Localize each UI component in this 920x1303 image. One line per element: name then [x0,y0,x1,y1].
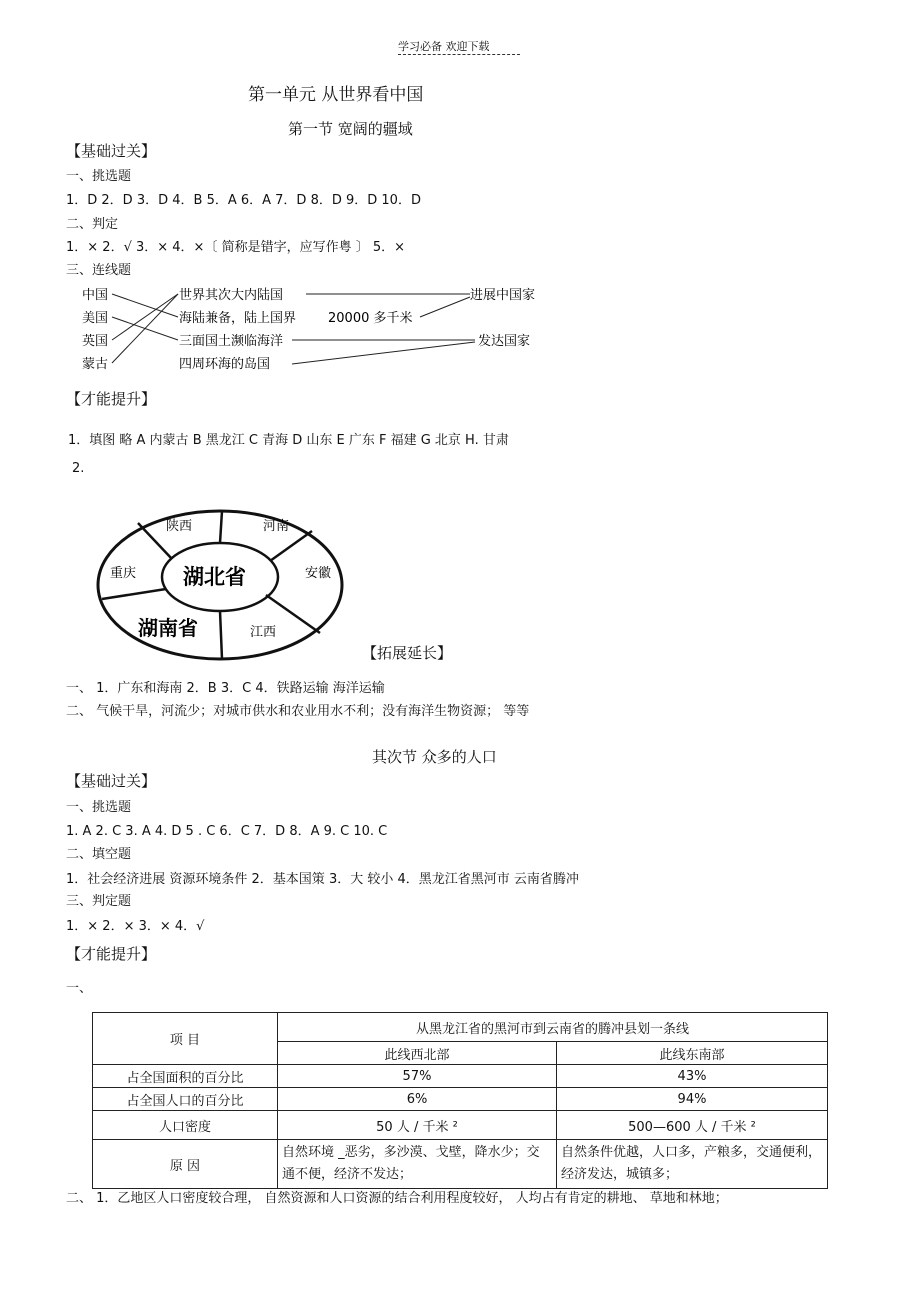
row-label-area: 占全国面积的百分比 [93,1065,278,1088]
link-seaLand-developing [420,297,470,317]
row-label-reason: 原 因 [93,1140,278,1189]
label-chongqing: 重庆 [110,566,137,581]
match-mid-2: 海陆兼备，陆上国界 [179,311,297,326]
row-density-nw: 50 人 / 千米 ² [278,1111,557,1140]
match-left-usa: 美国 [82,311,109,326]
s2-ability-1: 一、 [66,981,93,996]
match-left-uk: 英国 [82,334,109,349]
s1-extend-2: 二、 气候干旱，河流少；对城市供水和农业用水不利；没有海洋生物资源； 等等 [66,704,530,719]
unit-title: 第一单元 从世界看中国 [248,85,424,105]
link-island-developed [292,342,475,364]
s1-ability-1: 1．填图 略 A 内蒙古 B 黑龙江 C 青海 D 山东 E 广东 F 福建 G 北京 H. 甘肃 [68,433,509,448]
row-label-population: 占全国人口的百分比 [93,1088,278,1111]
s2-q3-heading: 三、判定题 [66,894,132,909]
match-right-developed: 发达国家 [478,334,531,349]
div-henan-anhui [270,531,312,561]
s1-q1-answers: 1．D 2．D 3．D 4．B 5．A 6．A 7．D 8．D 9．D 10．D [66,193,421,208]
match-mid-3: 三面国土濒临海洋 [179,334,284,349]
div-shaanxi-henan [220,511,222,543]
label-henan: 河南 [263,519,290,534]
match-mid-4: 四周环海的岛国 [179,357,271,372]
match-right-developing: 进展中国家 [470,288,536,303]
link-uk-island [112,294,178,340]
matching-diagram [70,282,590,380]
row-area-nw: 57% [278,1065,557,1088]
s1-basic-heading: 【基础过关】 [66,142,157,160]
s2-ability-2: 二、 1．乙地区人口密度较合理， 自然资源和人口资源的结合利用程度较好， 人均占有肯定的耕地、 草地和林地； [66,1191,728,1206]
div-chongqing-hunan [102,589,166,599]
table-row [93,1140,828,1189]
s2-q1-heading: 一、挑选题 [66,800,132,815]
row-population-se: 94% [557,1088,828,1111]
s2-q2-answers: 1．社会经济进展 资源环境条件 2．基本国策 3．大 较小 4．黑龙江省黑河市 云南省腾冲 [66,872,579,887]
header-northwest: 此线西北部 [278,1042,557,1065]
s2-ability-heading: 【才能提升】 [66,945,157,963]
match-left-china: 中国 [82,288,109,303]
match-mid-2-extra: 20000 多千米 [328,311,413,326]
header-divider [398,54,520,55]
label-hunan: 湖南省 [138,616,198,640]
population-line-table [92,1012,828,1189]
s2-basic-heading: 【基础过关】 [66,772,157,790]
page-header: 学习必备 欢迎下载 [398,40,490,53]
s1-extend-heading: 【拓展延长】 [362,644,453,662]
header-item: 项 目 [93,1013,278,1065]
label-hubei: 湖北省 [183,565,246,589]
s1-q1-heading: 一、挑选题 [66,169,132,184]
link-mongolia-inland [112,294,178,363]
row-density-se: 500—600 人 / 千米 ² [557,1111,828,1140]
match-mid-1: 世界其次大内陆国 [179,288,284,303]
s1-ability-heading: 【才能提升】 [66,390,157,408]
hubei-neighbors-diagram [80,493,360,665]
table-row [93,1088,828,1111]
div-jiangxi-hunan [220,611,222,659]
s2-q1-answers: 1. A 2. C 3. A 4. D 5 . C 6．C 7．D 8．A 9. C 10. C [66,824,388,839]
s2-q3-answers: 1．× 2．× 3．× 4．√ [66,919,205,934]
s1-ability-2: 2. [72,461,85,476]
table-row [93,1065,828,1088]
row-reason-nw: 自然环境 _恶劣，多沙漠、戈壁，降水少；交通不便，经济不发达； [278,1140,557,1189]
match-left-mongolia: 蒙古 [82,357,109,372]
table-row [93,1111,828,1140]
row-label-density: 人口密度 [93,1111,278,1140]
row-reason-se: 自然条件优越，人口多，产粮多，交通便利，经济发达，城镇多； [557,1140,828,1189]
section-2-title: 其次节 众多的人口 [372,748,497,766]
s1-extend-1: 一、 1．广东和海南 2．B 3．C 4．铁路运输 海洋运输 [66,681,385,696]
label-shaanxi: 陕西 [166,519,193,534]
s1-q2-answers: 1．× 2．√ 3．× 4．×〔 简称是错字，应写作粤 〕 5．× [66,240,406,255]
row-area-se: 43% [557,1065,828,1088]
s1-q3-heading: 三、连线题 [66,263,132,278]
label-jiangxi: 江西 [250,625,277,640]
section-1-title: 第一节 宽阔的疆域 [288,120,413,138]
header-southeast: 此线东南部 [557,1042,828,1065]
s2-q2-heading: 二、填空题 [66,847,132,862]
header-line: 从黑龙江省的黑河市到云南省的腾冲县划一条线 [278,1013,828,1042]
s1-q2-heading: 二、判定 [66,217,119,232]
link-china-seaLand [112,294,178,317]
label-anhui: 安徽 [305,566,332,581]
row-population-nw: 6% [278,1088,557,1111]
